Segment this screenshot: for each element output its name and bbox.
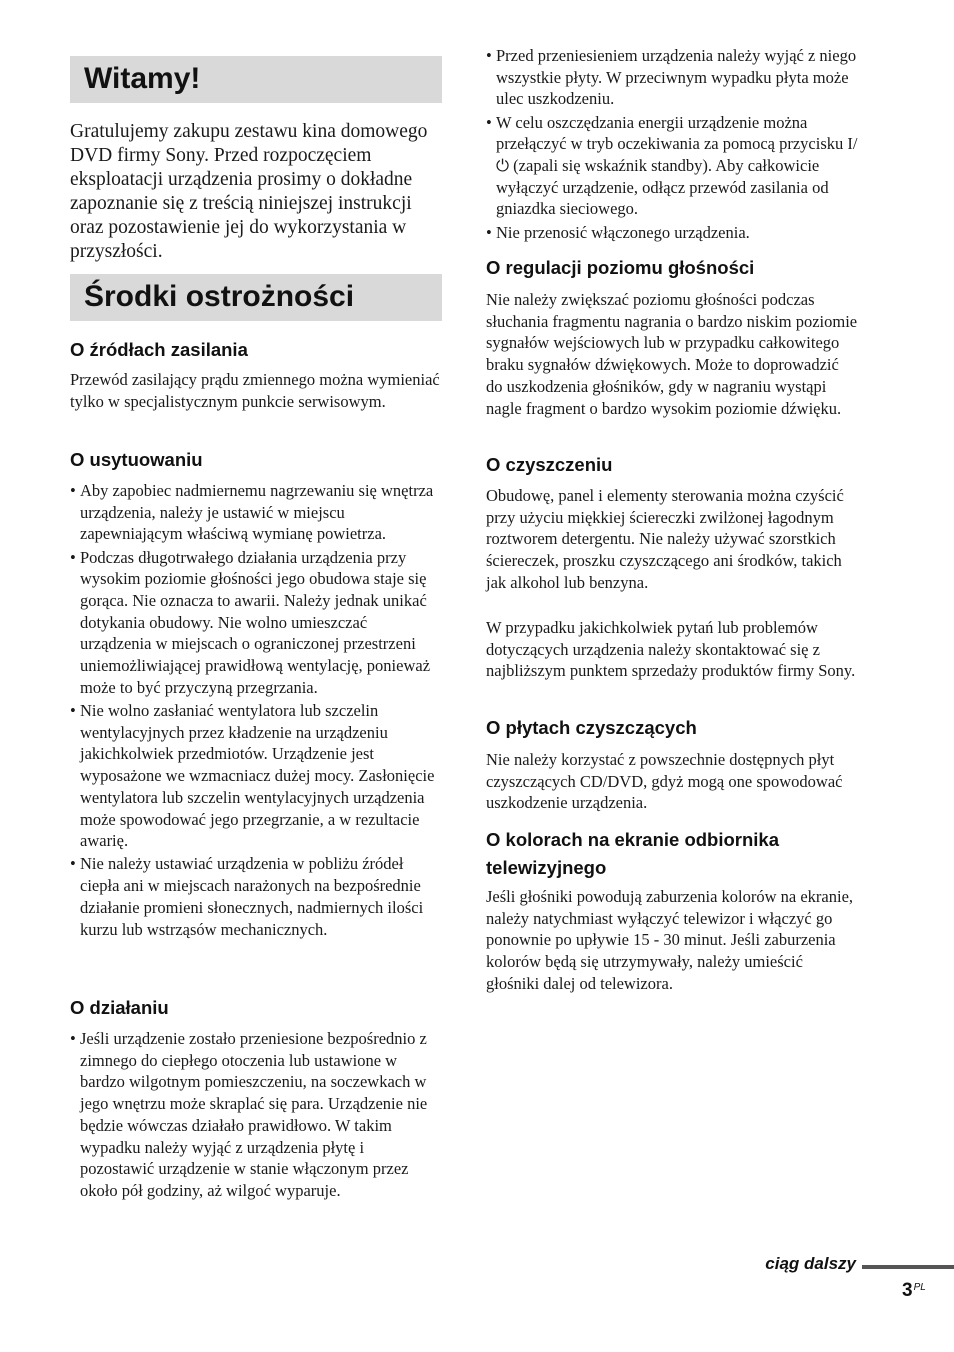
operation-list-left [70,1028,442,1203]
list-item: • Aby zapobiec nadmiernemu nagrzewaniu się wnętrza urządzenia, należy je ustawić w miejscu zapewniającym właściwą wymianę powietrza. [70,480,442,545]
colors-heading: O kolorach na ekranie odbiornika telewizyjnego [486,829,780,878]
page-number [902,1280,926,1302]
cleaning-text-2: W przypadku jakichkolwiek pytań lub problemów dotyczących urządzenia należy skontaktować się z najbliższym punktem sprzedaży produktów firmy Sony. [486,618,856,681]
volume-heading: O regulacji poziomu głośności [486,257,755,278]
list-item: • Nie wolno zasłaniać wentylatora lub szczelin wentylacyjnych przez kładzenie na urządzeniu jakichkolwiek przedmiotów. Urządzenie jest wyposażone we wzmacniacz dużej mocy. Zasłonięcie wentylatora lub szczelin wentylacyjnych urządzenia może spowodować jego przegrzanie, a w rezultacie awarię. [70,700,442,852]
list-item: • Przed przeniesieniem urządzenia należy wyjąć z niego wszystkie płyty. W przeciwnym wypadku płyta może ulec uszkodzeniu. [486,45,858,110]
welcome-text: Gratulujemy zakupu zestawu kina domowego DVD firmy Sony. Przed rozpoczęciem eksploatacji urządzenia prosimy o dokładne zapoznanie się z treścią niniejszej instrukcji oraz pozostawienie jej do wykorzystania w przyszłości. [70,121,428,262]
colors-text: Jeśli głośniki powodują zaburzenia kolorów na ekranie, należy natychmiast wyłączyć telewizor i włączyć go ponownie po upływie 15 - 30 minut. Jeśli zaburzenia kolorów będą się utrzymywały, należy umieścić głośniki dalej od telewizora. [486,887,854,993]
operation-list-right [486,45,858,245]
list-item: • Nie przenosić włączonego urządzenia. [486,222,858,244]
placement-list [70,480,442,942]
list-item: • Podczas długotrwałego działania urządzenia przy wysokim poziomie głośności jego obudowa staje się gorąca. Nie oznacza to awarii. Należy jednak unikać dotykania obudowy. Nie wolno umieszczać urządzenia w miejscach o ograniczonej przestrzeni uniemożliwiającej prawidłową wentylację, ponieważ może to być przyczyną przegrzania. [70,547,442,699]
welcome-title: Witamy! [70,56,442,103]
cleaning-heading: O czyszczeniu [486,454,613,475]
footer-rule [862,1265,954,1269]
volume-text: Nie należy zwiększać poziomu głośności podczas słuchania fragmentu nagrania o bardzo niskim poziomie sygnałów wejściowych lub w przypadku całkowitego braku sygnałów dźwiękowych. Może to doprowadzić do uszkodzenia głośników, gdy w nagraniu wystąpi nagle fragment o bardzo wysokim poziomie dźwięku. [486,290,858,418]
list-item: • Jeśli urządzenie zostało przeniesione bezpośrednio z zimnego do ciepłego otoczenia lub ustawione w bardzo wilgotnym pomieszczeniu, na soczewkach w jego wnętrzu może skraplać się para. Urządzenie nie będzie wówczas działało prawidłowo. W takim wypadku należy wyjąć z urządzenia płytę i pozostawić urządzenie w stanie włączonym przez około pół godziny, aż wilgoć wyparuje. [70,1028,442,1202]
list-item: • Nie należy ustawiać urządzenia w pobliżu źródeł ciepła ani w miejscach narażonych na bezpośrednie działanie promieni słonecznych, nadmiernych ilości kurzu lub wstrząsów mechanicznych. [70,853,442,940]
discs-text: Nie należy korzystać z powszechnie dostępnych płyt czyszczących CD/DVD, gdyż mogą one spowodować uszkodzenie urządzenia. [486,750,843,813]
discs-heading: O płytach czyszczących [486,717,697,738]
precautions-title: Środki ostrożności [70,274,442,321]
power-heading: O źródłach zasilania [70,339,248,360]
cleaning-text-1: Obudowę, panel i elementy sterowania można czyścić przy użyciu miękkiej ściereczki zwilżonej łagodnym roztworem detergentu. Nie należy używać szorstkich ściereczek, proszku czyszczącego ani środków, takich jak alkohol lub benzyna. [486,486,844,592]
operation-heading: O działaniu [70,997,169,1018]
continued-label: ciąg dalszy [765,1254,856,1273]
page-number-value: 3 [902,1280,913,1301]
page-lang: PL [913,1282,926,1293]
power-text: Przewód zasilający prądu zmiennego można wymieniać tylko w specjalistycznym punkcie serwisowym. [70,370,440,411]
placement-heading: O usytuowaniu [70,449,203,470]
list-item: • W celu oszczędzania energii urządzenie można przełączyć w tryb oczekiwania za pomocą przycisku I/⏻ (zapali się wskaźnik standby). Aby całkowicie wyłączyć urządzenie, odłącz przewód zasilania od gniazdka sieciowego. [486,112,858,221]
